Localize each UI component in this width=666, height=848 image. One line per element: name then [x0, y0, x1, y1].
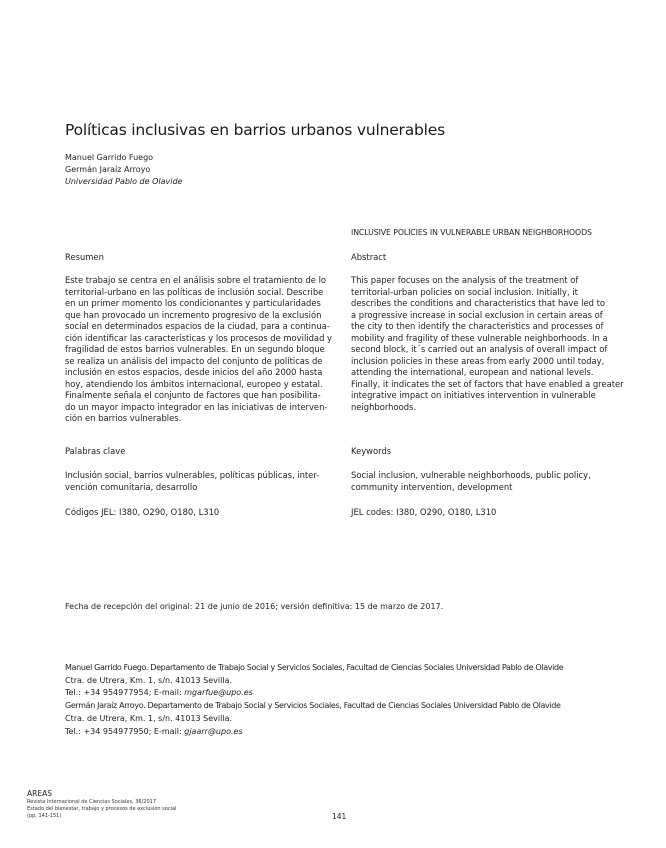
- abstract-line: neighborhoods.: [351, 401, 417, 412]
- resumen-line: fragilidad de estos barrios vulnerables. En un segundo bloque: [65, 344, 325, 354]
- contact-block: [65, 662, 635, 738]
- resumen-line: que han provocado un incremento progresivo de la exclusión: [65, 309, 322, 320]
- resumen-line: Este trabajo se centra en el análisis sobre el tratamiento de lo: [65, 275, 327, 285]
- english-title: INCLUSIVE POLICIES IN VULNERABLE URBAN NEIGHBORHOODS: [351, 228, 592, 237]
- resumen-text: [65, 275, 332, 425]
- resumen-line: social en determinados espacios de la ciudad, para a continua-: [65, 321, 330, 331]
- jel-codes-es: Códigos JEL: I380, O290, O180, L310: [65, 507, 220, 517]
- abstract-line: integrative impact on initiatives intervention in vulnerable: [351, 390, 596, 400]
- contact-2-tel-label: Tel.: +34 954977950; E-mail:: [65, 726, 185, 736]
- affiliation: Universidad Pablo de Olavide: [65, 177, 183, 186]
- abstract-line: a progressive increase in social exclusion in certain areas of: [351, 309, 603, 320]
- abstract-heading: Abstract: [351, 252, 387, 262]
- journal-name: AREAS: [27, 789, 52, 798]
- keyword-line: Inclusión social, barrios vulnerables, políticas públicas, inter-: [65, 470, 320, 480]
- resumen-line: en un primer momento los condicionantes y particularidades: [65, 298, 321, 308]
- keywords-text: [351, 470, 613, 493]
- contact-1-address: Ctra. de Utrera, Km. 1, s/n. 41013 Sevilla.: [65, 675, 233, 685]
- abstract-line: inclusion policies in these areas from early 2000 until today,: [351, 355, 605, 366]
- author-1: Manuel Garrido Fuego: [65, 153, 154, 162]
- author-2: Germán Jaraíz Arroyo: [65, 165, 151, 174]
- journal-info-line: (pp. 141-151): [27, 813, 62, 819]
- contact-2-address: Ctra. de Utrera, Km. 1, s/n. 41013 Sevilla.: [65, 713, 233, 723]
- reception-dates: Fecha de recepción del original: 21 de junio de 2016; versión definitiva: 15 de marzo de 2017.: [65, 602, 444, 611]
- contact-1-affiliation: Manuel Garrido Fuego. Departamento de Trabajo Social y Servicios Sociales, Facultad de Ciencias Sociales Universidad Pablo de Olavide: [65, 663, 564, 672]
- abstract-line: attending the international, european and national levels.: [351, 367, 594, 377]
- journal-info: [27, 799, 176, 820]
- resumen-line: ción en barrios vulnerables.: [65, 413, 182, 423]
- palabras-clave-heading: Palabras clave: [65, 446, 126, 456]
- article-title: Políticas inclusivas en barrios urbanos vulnerables: [65, 121, 445, 139]
- contact-1-email-link[interactable]: mgarfue@upo.es: [184, 688, 253, 698]
- resumen-line: territorial-urbano en las políticas de inclusión social. Describe: [65, 286, 324, 297]
- abstract-line: Finally, it indicates the set of factors that have enabled a greater: [351, 378, 624, 389]
- abstract-line: territorial-urban policies on social inclusion. Initially, it: [351, 286, 578, 297]
- resumen-line: se realiza un análisis del impacto del conjunto de políticas de: [65, 355, 323, 366]
- resumen-heading: Resumen: [65, 252, 104, 262]
- resumen-line: ción identificar las características y los procesos de movilidad y: [65, 332, 332, 343]
- resumen-line: hoy, atendiendo los ámbitos internacional, europeo y estatal.: [65, 378, 323, 389]
- palabras-clave-text: [65, 470, 327, 493]
- abstract-line: second block, it´s carried out an analysis of overall impact of: [351, 344, 608, 354]
- contact-2-affiliation: Germán Jaraíz Arroyo. Departamento de Trabajo Social y Servicios Sociales, Facultad de Ciencias Sociales Universidad Pablo de Olavide: [65, 701, 561, 711]
- keyword-line: vención comunitaria, desarrollo: [65, 481, 198, 492]
- resumen-line: Finalmente señala el conjunto de factores que han posibilita-: [65, 390, 321, 400]
- journal-info-line: Estado del bienestar, trabajo y procesos de exclusión social: [27, 806, 177, 812]
- keywords-heading: Keywords: [351, 446, 392, 456]
- jel-codes-en: JEL codes: I380, O290, O180, L310: [351, 507, 497, 517]
- resumen-line: do un mayor impacto integrador en las iniciativas de interven-: [65, 401, 328, 412]
- keyword-line: community intervention, development: [351, 481, 513, 492]
- contact-1-tel: [65, 687, 635, 700]
- keyword-line: Social inclusion, vulnerable neighborhoods, public policy,: [351, 470, 591, 480]
- contact-1-tel-label: Tel.: +34 954977954; E-mail:: [65, 688, 185, 698]
- abstract-line: This paper focuses on the analysis of the treatment of: [351, 275, 579, 285]
- journal-info-line: Revista Internacional de Ciencias Sociales, 36/2017: [27, 799, 156, 805]
- contact-2-email-link[interactable]: gjaarr@upo.es: [184, 726, 243, 736]
- abstract-text: [351, 275, 624, 413]
- abstract-line: mobility and fragility of these vulnerable neighborhoods. In a: [351, 332, 608, 343]
- abstract-line: describes the conditions and characteristics that have led to: [351, 298, 606, 308]
- resumen-line: inclusión en estos espacios, desde inicios del año 2000 hasta: [65, 367, 323, 377]
- abstract-line: the city to then identify the characteristics and processes of: [351, 321, 604, 331]
- page-number: 141: [332, 812, 347, 821]
- contact-2-tel: [65, 726, 635, 739]
